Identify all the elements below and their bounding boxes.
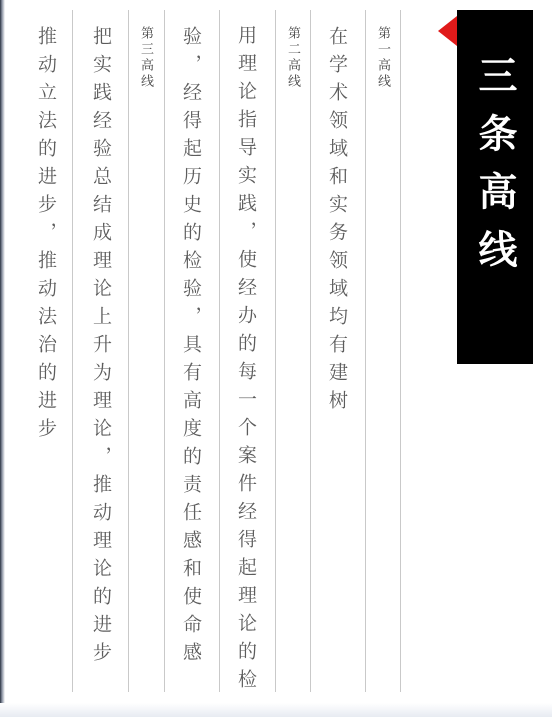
body-line-4: 把实践经验总结成理论上升为理论，推动理论的进步 (90, 26, 112, 670)
column-divider (219, 10, 220, 692)
column-divider (365, 10, 366, 692)
bottom-edge-shade (0, 703, 552, 717)
column-divider (310, 10, 311, 692)
body-line-5: 推动立法的进步，推动法治的进步 (35, 26, 57, 446)
column-divider (400, 10, 401, 692)
body-line-3: 验，经得起历史的检验，具有高度的责任感和使命感 (180, 26, 202, 670)
heading-line-3: 第三高线 (138, 26, 153, 90)
column-divider (72, 10, 73, 692)
red-pointer-triangle (438, 16, 457, 46)
heading-line-1: 第一高线 (375, 26, 390, 90)
column-divider (128, 10, 129, 692)
column-divider (164, 10, 165, 692)
body-line-2: 用理论指导实践，使经办的每一个案件经得起理论的检 (235, 25, 257, 697)
body-line-1: 在学术领域和实务领域均有建树 (326, 26, 348, 418)
page-title: 三条高线 (472, 55, 517, 287)
column-divider (275, 10, 276, 692)
left-edge-shadow (0, 0, 5, 717)
heading-line-2: 第二高线 (285, 26, 300, 90)
